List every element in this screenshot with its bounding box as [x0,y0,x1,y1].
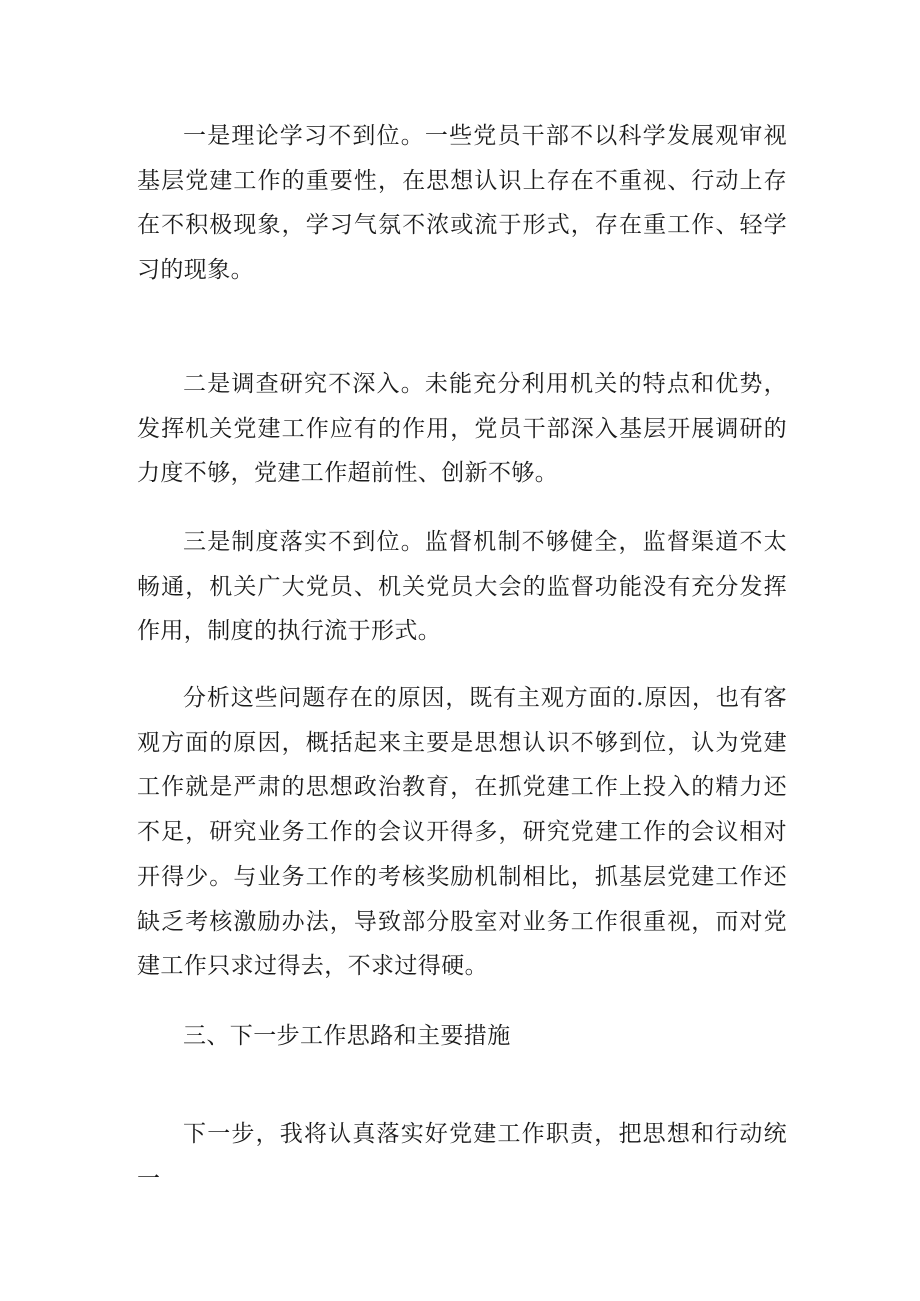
paragraph-system-implementation: 三是制度落实不到位。监督机制不够健全，监督渠道不太畅通，机关广大党员、机关党员大会的监督功能没有充分发挥作用，制度的执行流于形式。 [137,529,787,645]
paragraph-research: 二是调查研究不深入。未能充分利用机关的特点和优势，发挥机关党建工作应有的作用，党员干部深入基层开展调研的力度不够，党建工作超前性、创新不够。 [137,371,787,487]
paragraph-theory-study: 一是理论学习不到位。一些党员干部不以科学发展观审视基层党建工作的重要性，在思想认识上存在不重视、行动上存在不积极现象，学习气氛不浓或流于形式，存在重工作、轻学习的现象。 [137,123,787,284]
paragraph-next-step: 下一步，我将认真落实好党建工作职责，把思想和行动统一 [137,1121,787,1192]
section-heading-next-steps: 三、下一步工作思路和主要措施 [183,1023,511,1049]
paragraph-cause-analysis: 分析这些问题存在的原因，既有主观方面的.原因，也有客观方面的原因，概括起来主要是思想认识不够到位，认为党建工作就是严肃的思想政治教育，在抓党建工作上投入的精力还不足，研究业务工作的会议开得多，研究党建工作的会议相对开得少。与业务工作的考核奖励机制相比，抓基层党建工作还缺乏考核激励办法，导致部分股室对业务工作很重视，而对党建工作只求过得去，不求过得硬。 [137,685,787,980]
